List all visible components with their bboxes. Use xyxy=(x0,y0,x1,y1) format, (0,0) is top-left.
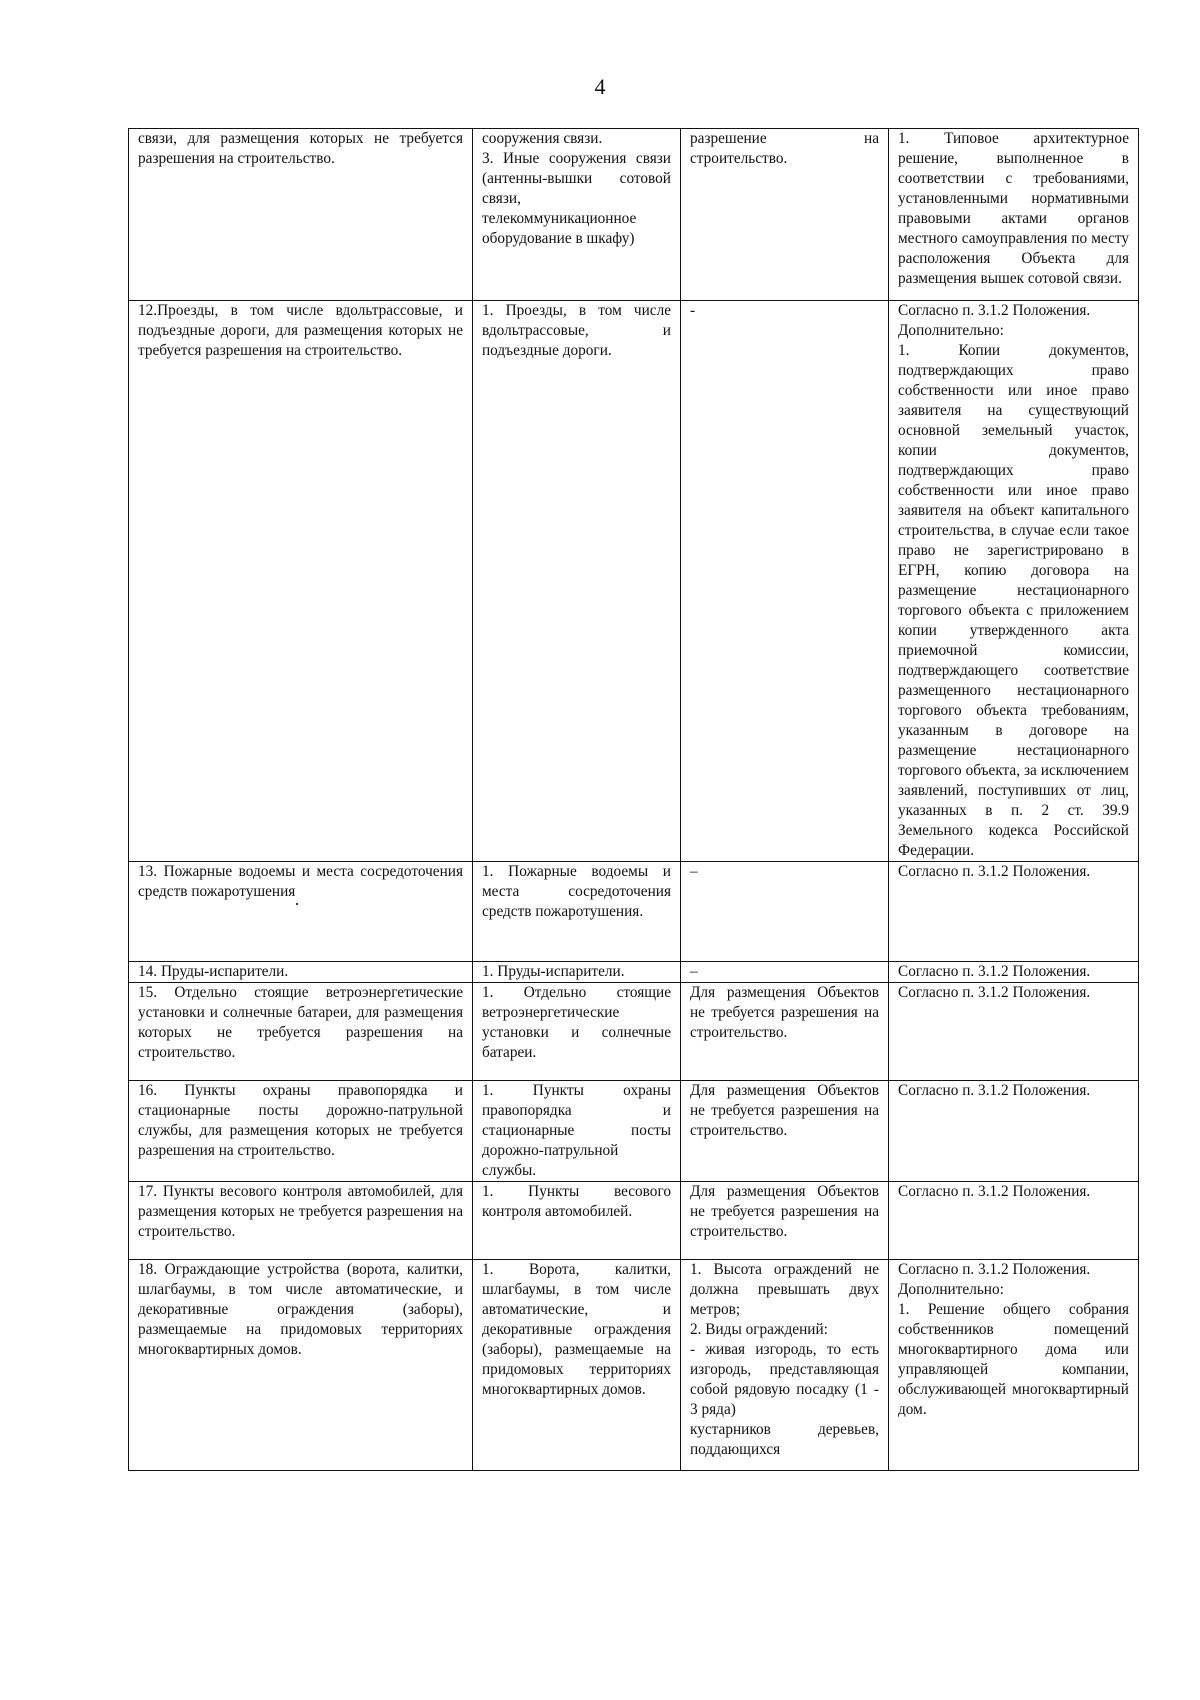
cell-paragraph: 17. Пункты весового контроля автомобилей, для размещения которых не требуется разрешения на строительство. xyxy=(138,1183,463,1240)
cell-paragraph: – xyxy=(690,963,698,980)
cell-paragraph: связи, для размещения которых не требуется разрешения на строительство. xyxy=(138,130,463,167)
documents-cell xyxy=(889,1081,1139,1182)
cell-paragraph: 1. Решение общего собрания собственников помещений многоквартирного дома или управляющей компании, обслуживающей многоквартирный дом. xyxy=(898,1301,1129,1418)
table-row xyxy=(129,862,1139,962)
cell-paragraph: Для размещения Объектов не требуется разрешения на строительство. xyxy=(690,984,879,1041)
object-type-cell xyxy=(129,301,473,862)
cell-paragraph: Согласно п. 3.1.2 Положения. xyxy=(898,984,1091,1001)
object-type-cell xyxy=(129,1260,473,1471)
cell-paragraph: Согласно п. 3.1.2 Положения. xyxy=(898,302,1091,319)
table-row xyxy=(129,962,1139,983)
cell-paragraph: 1. Пожарные водоемы и места сосредоточения средств пожаротушения. xyxy=(482,863,671,920)
cell-paragraph: 15. Отдельно стоящие ветроэнергетические установки и солнечные батареи, для размещения которых не требуется разрешения на строительство. xyxy=(138,984,463,1061)
object-name-cell xyxy=(473,1182,681,1260)
table-row xyxy=(129,129,1139,301)
cell-paragraph: 1. Пруды-испарители. xyxy=(482,963,625,980)
object-type-cell xyxy=(129,129,473,301)
table-row xyxy=(129,1182,1139,1260)
cell-paragraph: 1. Проезды, в том числе вдольтрассовые, и подъездные дороги. xyxy=(482,302,671,359)
requirements-cell xyxy=(681,1081,889,1182)
object-name-cell xyxy=(473,1260,681,1471)
cell-paragraph: кустарников деревьев, поддающихся xyxy=(690,1421,879,1458)
requirements-cell xyxy=(681,301,889,862)
documents-cell xyxy=(889,983,1139,1081)
table-row xyxy=(129,1081,1139,1182)
cell-paragraph: 12.Проезды, в том числе вдольтрассовые, и подъездные дороги, для размещения которых не требуется разрешения на строительство. xyxy=(138,302,463,359)
cell-paragraph: 1. Типовое архитектурное решение, выполненное в соответствии с требованиями, установленными нормативными правовыми актами органов местного самоуправления по месту расположения Объекта для размещения вышек сотовой связи. xyxy=(898,130,1129,287)
stray-dot-mark xyxy=(296,903,298,905)
object-name-cell xyxy=(473,862,681,962)
cell-paragraph: 13. Пожарные водоемы и места сосредоточения средств пожаротушения xyxy=(138,863,463,900)
table-row xyxy=(129,301,1139,862)
cell-paragraph: Согласно п. 3.1.2 Положения. xyxy=(898,1261,1091,1278)
requirements-cell xyxy=(681,1260,889,1471)
table-row xyxy=(129,1260,1139,1471)
documents-cell xyxy=(889,129,1139,301)
object-name-cell xyxy=(473,983,681,1081)
cell-paragraph: - живая изгородь, то есть изгородь, представляющая собой рядовую посадку (1 - 3 ряда) xyxy=(690,1341,879,1418)
cell-paragraph: Согласно п. 3.1.2 Положения. xyxy=(898,1183,1091,1200)
cell-paragraph: Дополнительно: xyxy=(898,1281,1004,1298)
documents-cell xyxy=(889,1260,1139,1471)
cell-paragraph: 2. Виды ограждений: xyxy=(690,1321,828,1338)
requirements-cell xyxy=(681,983,889,1081)
cell-paragraph: 1. Копии документов, подтверждающих право собственности или иное право заявителя на существующий основной земельный участок, копии документов, подтверждающих право собственности или иное право заявителя на объект капитального строительства, в случае если такое право не зарегистрировано в ЕГРН, копию договора на размещение нестационарного торгового объекта с приложением копии утвержденного акта приемочной комиссии, подтверждающего соответствие размещенного нестационарного торгового объекта требованиям, указанным в договоре на размещение нестационарного торгового объекта, за исключением заявлений, поступивших от лиц, указанных в п. 2 ст. 39.9 Земельного кодекса Российской Федерации. xyxy=(898,342,1129,859)
requirements-cell xyxy=(681,1182,889,1260)
cell-paragraph: 1. Ворота, калитки, шлагбаумы, в том числе автоматические, и декоративные ограждения (заборы), размещаемые на придомовых территориях многоквартирных домов. xyxy=(482,1261,671,1398)
cell-paragraph: Для размещения Объектов не требуется разрешения на строительство. xyxy=(690,1082,879,1139)
requirements-cell xyxy=(681,129,889,301)
object-type-cell xyxy=(129,1081,473,1182)
cell-paragraph: – xyxy=(690,863,698,880)
object-name-cell xyxy=(473,962,681,983)
cell-paragraph: Дополнительно: xyxy=(898,322,1004,339)
page-number: 4 xyxy=(594,74,606,99)
cell-paragraph: 1. Пункты весового контроля автомобилей. xyxy=(482,1183,671,1220)
cell-paragraph: Согласно п. 3.1.2 Положения. xyxy=(898,1082,1091,1099)
cell-paragraph: - xyxy=(690,302,696,319)
cell-paragraph: Согласно п. 3.1.2 Положения. xyxy=(898,963,1091,980)
cell-paragraph: разрешение на строительство. xyxy=(690,130,879,167)
cell-paragraph: 18. Ограждающие устройства (ворота, калитки, шлагбаумы, в том числе автоматические, и декоративные ограждения (заборы), размещаемые на придомовых территориях многоквартирных домов. xyxy=(138,1261,463,1358)
documents-cell xyxy=(889,1182,1139,1260)
requirements-cell xyxy=(681,862,889,962)
cell-paragraph: 1. Отдельно стоящие ветроэнергетические установки и солнечные батареи. xyxy=(482,984,671,1061)
cell-paragraph: Согласно п. 3.1.2 Положения. xyxy=(898,863,1091,880)
cell-paragraph: 1. Пункты охраны правопорядка и стационарные посты дорожно-патрульной службы. xyxy=(482,1082,671,1179)
documents-cell xyxy=(889,862,1139,962)
table-body xyxy=(129,129,1139,1471)
object-type-cell xyxy=(129,1182,473,1260)
object-type-cell xyxy=(129,983,473,1081)
object-type-cell xyxy=(129,862,473,962)
object-name-cell xyxy=(473,129,681,301)
documents-cell xyxy=(889,301,1139,862)
object-name-cell xyxy=(473,1081,681,1182)
cell-paragraph: Для размещения Объектов не требуется разрешения на строительство. xyxy=(690,1183,879,1240)
cell-paragraph: 14. Пруды-испарители. xyxy=(138,963,289,980)
cell-paragraph: сооружения связи. xyxy=(482,130,603,147)
cell-paragraph: 3. Иные сооружения связи (антенны-вышки сотовой связи, телекоммуникационное оборудование в шкафу) xyxy=(482,150,671,247)
object-type-cell xyxy=(129,962,473,983)
documents-cell xyxy=(889,962,1139,983)
cell-paragraph: 1. Высота ограждений не должна превышать двух метров; xyxy=(690,1261,879,1318)
cell-paragraph: 16. Пункты охраны правопорядка и стационарные посты дорожно-патрульной службы, для размещения которых не требуется разрешения на строительство. xyxy=(138,1082,463,1159)
requirements-cell xyxy=(681,962,889,983)
regulation-table xyxy=(128,128,1139,1471)
object-name-cell xyxy=(473,301,681,862)
table-row xyxy=(129,983,1139,1081)
